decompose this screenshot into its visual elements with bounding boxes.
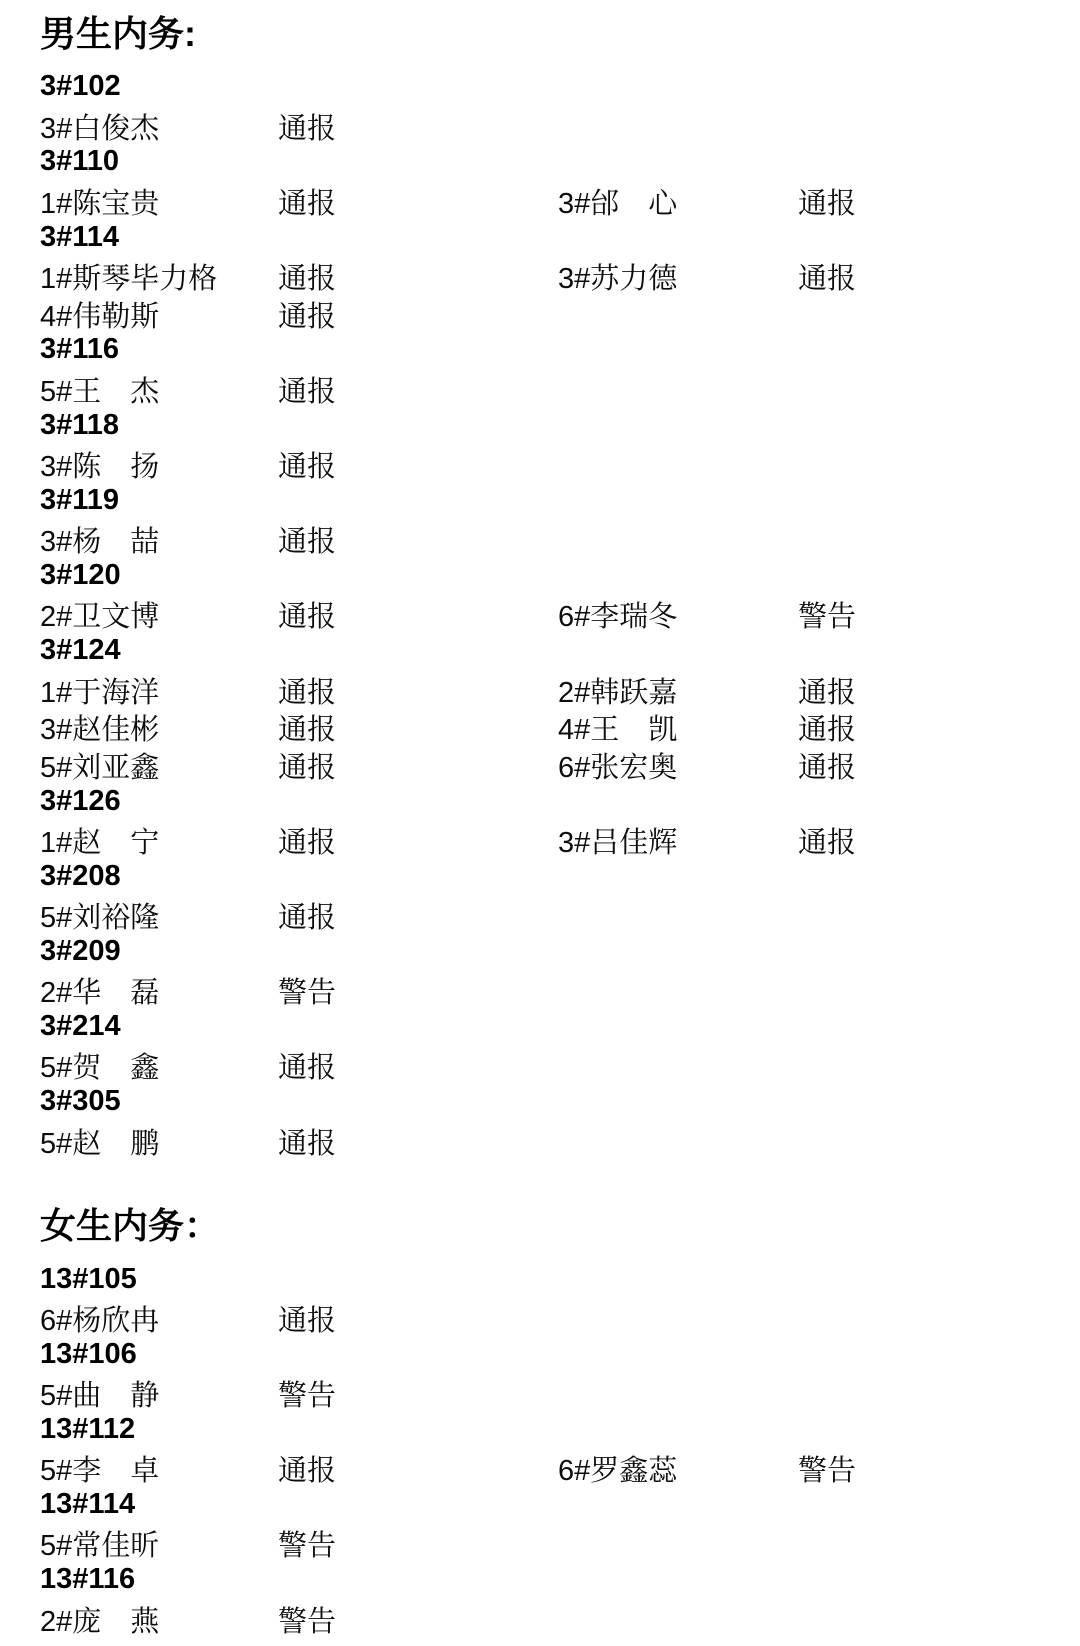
room-number: 3#214 [40, 1010, 121, 1043]
entry-row [40, 1121, 1080, 1159]
status-label: 通报 [278, 112, 337, 145]
status-label: 通报 [278, 826, 337, 859]
room-number: 3#209 [40, 934, 121, 967]
student-name: 3#吕佳辉 [558, 826, 678, 859]
entry-row [40, 594, 1080, 632]
status-label: 警告 [278, 1605, 337, 1638]
room-number: 3#208 [40, 859, 121, 892]
entry-row [40, 670, 1080, 708]
entry-row [40, 1599, 1080, 1637]
section-boys [40, 12, 1080, 1158]
status-label: 通报 [278, 601, 337, 634]
student-name: 3#邰 心 [558, 187, 678, 220]
room-number: 3#102 [40, 70, 121, 103]
entry-row [40, 820, 1080, 858]
room-number: 3#124 [40, 634, 121, 667]
entry-row [40, 256, 1080, 294]
status-label: 通报 [798, 826, 857, 859]
room-number: 13#106 [40, 1337, 137, 1370]
student-name: 2#韩跃嘉 [558, 676, 678, 709]
status-label: 通报 [798, 751, 857, 784]
student-name: 1#陈宝贵 [40, 187, 160, 220]
status-label: 通报 [798, 676, 857, 709]
student-name: 5#李 卓 [40, 1455, 160, 1488]
student-name: 2#庞 燕 [40, 1605, 160, 1638]
status-label: 通报 [278, 676, 337, 709]
student-name: 5#刘裕隆 [40, 902, 160, 935]
student-name: 3#白俊杰 [40, 112, 160, 145]
room-number: 3#120 [40, 559, 121, 592]
student-name: 4#王 凯 [558, 714, 678, 747]
status-label: 警告 [278, 977, 337, 1010]
room-number: 13#105 [40, 1262, 137, 1295]
status-label: 通报 [278, 1052, 337, 1085]
room-number: 3#110 [40, 145, 120, 178]
student-name: 5#曲 静 [40, 1380, 160, 1412]
status-label: 通报 [798, 262, 857, 295]
entry-row [40, 181, 1080, 219]
status-label: 警告 [798, 601, 857, 634]
room-number: 3#114 [40, 220, 120, 253]
section-girls [40, 1204, 1080, 1636]
entry-row [40, 106, 1080, 144]
student-name: 6#罗鑫蕊 [558, 1455, 678, 1488]
room-number: 3#118 [40, 408, 120, 441]
entry-row [40, 895, 1080, 933]
status-label: 警告 [798, 1455, 857, 1488]
room-number: 3#126 [40, 784, 121, 817]
status-label: 通报 [278, 1304, 337, 1337]
status-label: 通报 [278, 375, 337, 408]
student-name: 2#卫文博 [40, 601, 160, 634]
entry-row [40, 745, 1080, 783]
status-label: 通报 [278, 902, 337, 935]
status-label: 警告 [278, 1530, 337, 1563]
status-label: 通报 [278, 1127, 337, 1160]
entry-row [40, 1448, 1080, 1486]
student-name: 3#赵佳彬 [40, 714, 160, 747]
entry-row [40, 1298, 1080, 1336]
entry-row [40, 970, 1080, 1008]
student-name: 1#斯琴毕力格 [40, 262, 218, 295]
room-number: 3#305 [40, 1085, 121, 1118]
room-number: 13#116 [40, 1563, 136, 1596]
student-name: 5#赵 鹏 [40, 1127, 160, 1160]
room-number: 13#112 [40, 1412, 136, 1445]
entry-row [40, 294, 1080, 332]
entry-row [40, 1045, 1080, 1083]
status-label: 通报 [278, 187, 337, 220]
entry-row [40, 1523, 1080, 1561]
status-label: 通报 [278, 300, 337, 333]
student-name: 6#杨欣冉 [40, 1304, 160, 1337]
student-name: 6#李瑞冬 [558, 601, 678, 634]
entry-row [40, 444, 1080, 482]
entry-row [40, 707, 1080, 745]
entry-row [40, 1373, 1080, 1411]
status-label: 通报 [278, 1455, 337, 1488]
room-number: 3#119 [40, 483, 120, 516]
status-label: 通报 [278, 262, 337, 295]
status-label: 通报 [278, 751, 337, 784]
status-label: 通报 [798, 187, 857, 220]
status-label: 通报 [798, 714, 857, 747]
student-name: 3#杨 喆 [40, 526, 160, 559]
student-name: 3#陈 扬 [40, 450, 160, 483]
entry-row [40, 519, 1080, 557]
section-lines [40, 68, 1080, 1158]
student-name: 5#刘亚鑫 [40, 751, 160, 784]
section-title: 女生内务： [40, 1205, 221, 1247]
student-name: 5#王 杰 [40, 375, 160, 408]
student-name: 2#华 磊 [40, 977, 160, 1010]
student-name: 1#于海洋 [40, 676, 160, 709]
student-name: 6#张宏奥 [558, 751, 678, 784]
student-name: 1#赵 宁 [40, 826, 160, 859]
section-lines [40, 1260, 1080, 1636]
student-name: 5#贺 鑫 [40, 1052, 160, 1085]
status-label: 通报 [278, 526, 337, 559]
student-name: 4#伟勒斯 [40, 300, 160, 333]
section-title: 男生内务: [40, 13, 196, 54]
status-label: 警告 [278, 1380, 337, 1412]
student-name: 3#苏力德 [558, 262, 678, 295]
status-label: 通报 [278, 450, 337, 483]
room-number: 13#114 [40, 1488, 136, 1521]
room-number: 3#116 [40, 333, 120, 366]
student-name: 5#常佳昕 [40, 1530, 160, 1563]
status-label: 通报 [278, 714, 337, 747]
entry-row [40, 369, 1080, 407]
